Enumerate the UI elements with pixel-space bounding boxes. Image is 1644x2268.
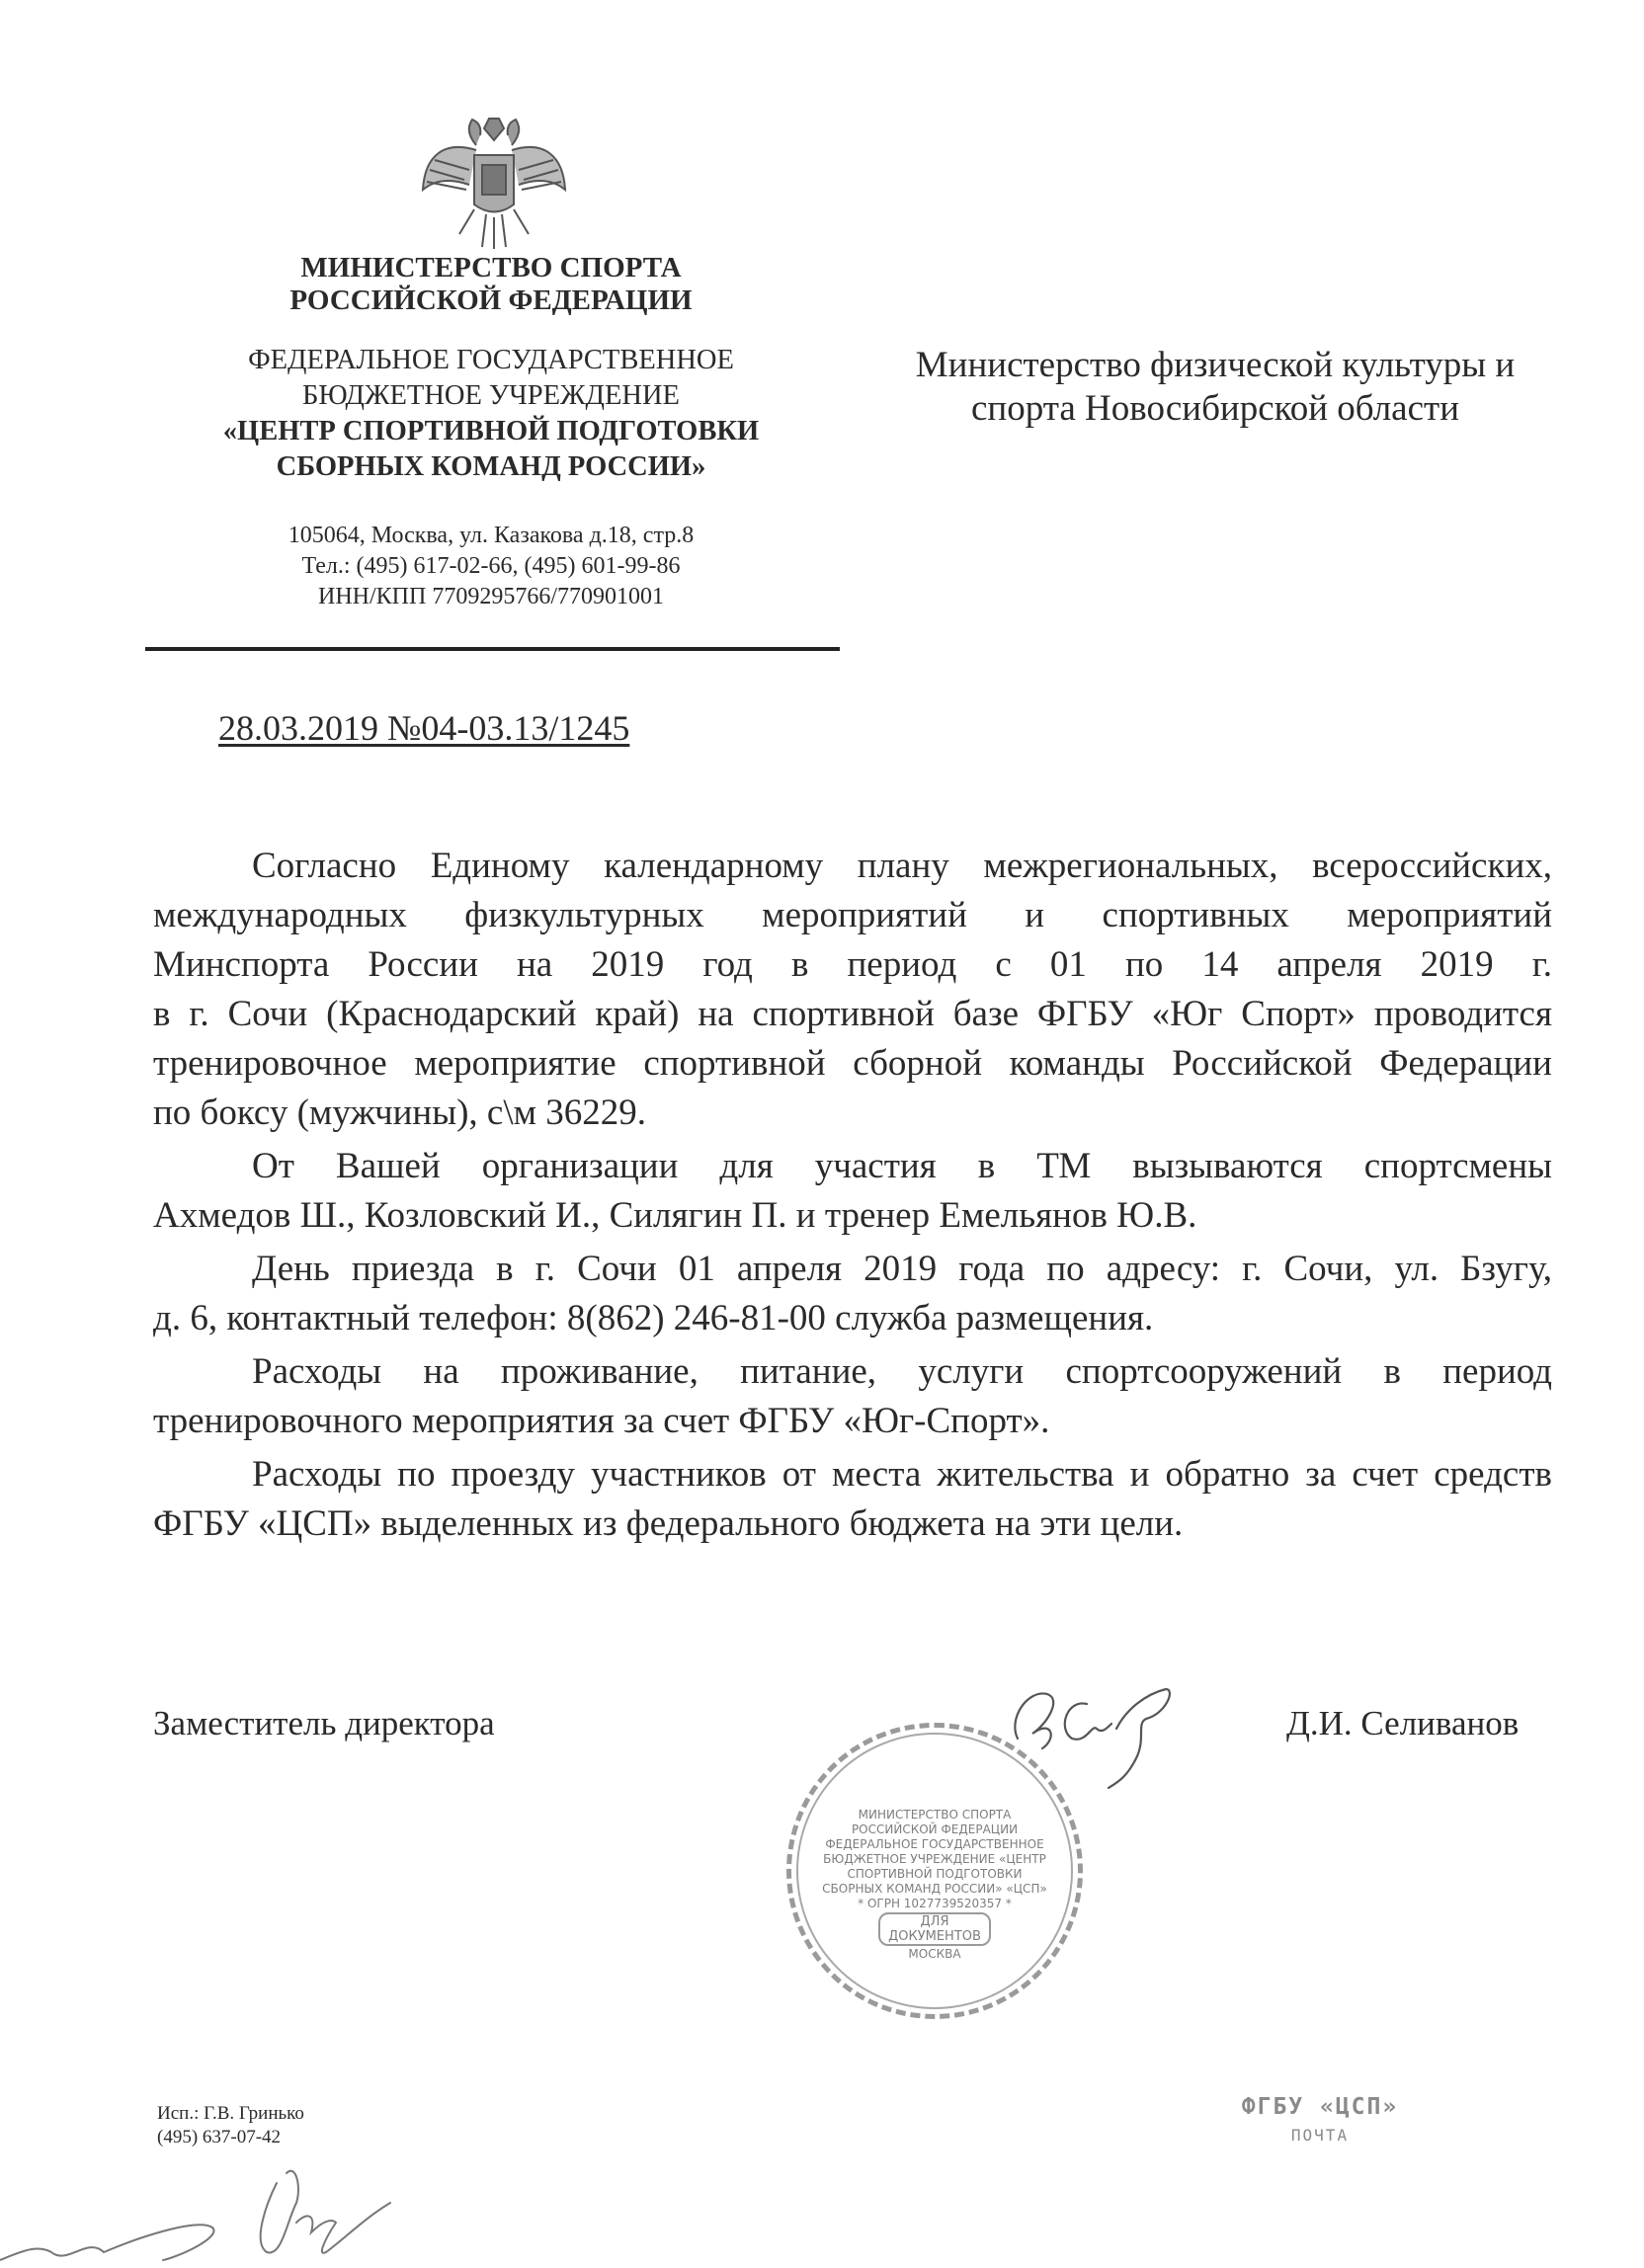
- organization-name: [145, 343, 837, 485]
- phone-line: Тел.: (495) 617-02-66, (495) 601-99-86: [301, 553, 681, 579]
- handwritten-initials: [0, 2153, 514, 2268]
- body-line: тренировочного мероприятия за счет ФГБУ «Юг-Спорт».: [153, 1401, 1050, 1441]
- body-line: д. 6, контактный телефон: 8(862) 246-81-00 служба размещения.: [153, 1298, 1154, 1338]
- mail-stamp-label: ПОЧТА: [1290, 2126, 1350, 2145]
- organization-line: «ЦЕНТР СПОРТИВНОЙ ПОДГОТОВКИ: [222, 416, 760, 446]
- body-paragraph: [153, 1347, 1552, 1446]
- ministry-line: РОССИЙСКОЙ ФЕДЕРАЦИИ: [289, 284, 693, 316]
- stamp-middle-text: ФЕДЕРАЛЬНОЕ ГОСУДАРСТВЕННОЕ БЮДЖЕТНОЕ УЧРЕЖДЕНИЕ «ЦЕНТР СПОРТИВНОЙ ПОДГОТОВКИ СБОРНЫХ КОМАНД РОССИИ» «ЦСП»: [822, 1837, 1047, 1896]
- executor-name: Исп.: Г.В. Гринько: [157, 2103, 304, 2124]
- tax-id-line: ИНН/КПП 7709295766/770901001: [317, 584, 664, 609]
- body-line: тренировочное мероприятие спортивной сборной команды Российской Федерации: [153, 1043, 1552, 1084]
- addressee-line: спорта Новосибирской области: [971, 388, 1459, 429]
- seal-center-box: [878, 1912, 991, 1946]
- stamp-center-line: ДОКУМЕНТОВ: [888, 1929, 981, 1944]
- body-line: в г. Сочи (Краснодарский край) на спортивной базе ФГБУ «Юг Спорт» проводится: [153, 994, 1552, 1034]
- organization-line: ФЕДЕРАЛЬНОЕ ГОСУДАРСТВЕННОЕ: [248, 345, 734, 375]
- addressee-line: Министерство физической культуры и: [915, 345, 1516, 385]
- executor-info: [157, 2102, 304, 2149]
- stamp-center-line: ДЛЯ: [920, 1914, 949, 1929]
- address-line: 105064, Москва, ул. Казакова д.18, стр.8: [288, 523, 695, 548]
- body-line: Расходы по проезду участников от места жительства и обратно за счет средств: [252, 1454, 1552, 1495]
- body-line: международных физкультурных мероприятий и спортивных мероприятий: [153, 895, 1552, 935]
- addressee: [869, 344, 1561, 431]
- body-line: Минспорта России на 2019 год в период с 01 по 14 апреля 2019 г.: [153, 944, 1552, 985]
- stamp-outer-text: МИНИСТЕРСТВО СПОРТА РОССИЙСКОЙ ФЕДЕРАЦИИ: [851, 1808, 1019, 1836]
- body-line: по боксу (мужчины), с\м 36229.: [153, 1093, 647, 1133]
- body-line: От Вашей организации для участия в ТМ вызываются спортсмены: [252, 1146, 1552, 1186]
- stamp-city: МОСКВА: [908, 1947, 961, 1961]
- organization-address: [145, 521, 837, 612]
- double-headed-eagle-icon: [415, 111, 573, 254]
- mail-stamp-org: ФГБУ «ЦСП»: [1241, 2094, 1399, 2120]
- mail-stamp: [1211, 2094, 1429, 2145]
- signatory-title: Заместитель директора: [153, 1704, 495, 1742]
- handwritten-signature: [998, 1679, 1186, 1798]
- stamp-ogrn: * ОГРН 1027739520357 *: [858, 1897, 1012, 1910]
- body-paragraph: [153, 1245, 1552, 1343]
- body-line: День приезда в г. Сочи 01 апреля 2019 года по адресу: г. Сочи, ул. Бзугу,: [252, 1249, 1552, 1289]
- ministry-line: МИНИСТЕРСТВО СПОРТА: [300, 252, 682, 284]
- letterhead-divider: [145, 647, 840, 651]
- body-line: Согласно Единому календарному плану межрегиональных, всероссийских,: [252, 846, 1552, 886]
- letter-body: [153, 842, 1552, 1549]
- executor-phone: (495) 637-07-42: [157, 2127, 282, 2147]
- body-line: Ахмедов Ш., Козловский И., Силягин П. и тренер Емельянов Ю.В.: [153, 1195, 1197, 1236]
- body-paragraph: [153, 842, 1552, 1138]
- seal-text: [816, 1808, 1053, 1962]
- ministry-name: [145, 252, 837, 317]
- body-paragraph: [153, 1142, 1552, 1241]
- reference-number: 28.03.2019 №04-03.13/1245: [218, 708, 630, 748]
- organization-line: СБОРНЫХ КОМАНД РОССИИ»: [276, 451, 706, 482]
- body-paragraph: [153, 1450, 1552, 1549]
- signatory-name: Д.И. Селиванов: [1286, 1704, 1520, 1742]
- body-line: Расходы на проживание, питание, услуги спортсооружений в период: [252, 1351, 1552, 1392]
- body-line: ФГБУ «ЦСП» выделенных из федерального бюджета на эти цели.: [153, 1503, 1184, 1544]
- organization-line: БЮДЖЕТНОЕ УЧРЕЖДЕНИЕ: [302, 380, 680, 411]
